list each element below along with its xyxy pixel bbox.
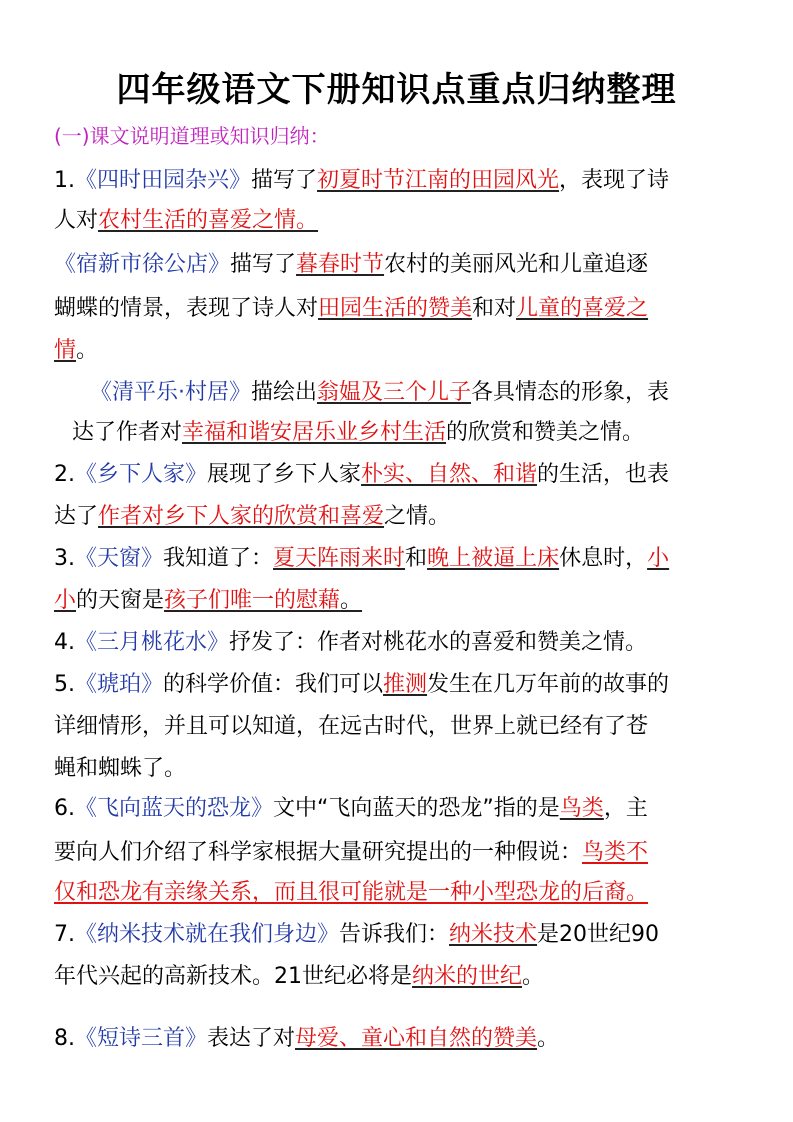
key-phrase: 小 — [54, 588, 77, 613]
key-phrase: 幸福和谐安居乐业乡村生活 — [182, 420, 447, 445]
key-phrase: 儿童的喜爱之 — [516, 296, 649, 321]
key-phrase: 孩子们唯一的慰藉 — [164, 588, 341, 613]
text-line: 蝴蝶的情景，表现了诗人对田园生活的赞美和对儿童的喜爱之 — [54, 296, 649, 321]
text-line: 7.《纳米技术就在我们身边》告诉我们：纳米技术是20世纪90 — [54, 922, 660, 947]
book-title: 《乡下人家》 — [75, 462, 208, 487]
text-line: 4.《三月桃花水》抒发了：作者对桃花水的喜爱和赞美之情。 — [54, 630, 648, 655]
key-phrase: 鸟类 — [559, 796, 604, 821]
book-title: 《飞向蓝天的恐龙》 — [75, 796, 274, 821]
text-line: 5.《琥珀》的科学价值：我们可以推测发生在几万年前的故事的 — [54, 672, 670, 697]
key-phrase: 农村生活的喜爱之情。 — [98, 208, 319, 233]
key-phrase: 田园生活的赞美 — [318, 296, 473, 321]
text-line: 6.《飞向蓝天的恐龙》文中“飞向蓝天的恐龙”指的是鸟类，主 — [54, 796, 648, 821]
key-phrase: 情 — [54, 338, 77, 363]
text-line: 《宿新市徐公店》描写了暮春时节农村的美丽风光和儿童追逐 — [54, 252, 649, 277]
key-phrase: 推测 — [383, 672, 428, 697]
text-line: 详细情形，并且可以知道，在远古时代，世界上就已经有了苍 — [54, 714, 649, 739]
text-line: 达了作者对乡下人家的欣赏和喜爱之情。 — [54, 504, 451, 529]
text-line: 1.《四时田园杂兴》描写了初夏时节江南的田园风光，表现了诗 — [54, 168, 670, 193]
key-phrase: 仅和恐龙有亲缘关系，而且很可能就是一种小型恐龙的后裔。 — [54, 880, 649, 905]
book-title: 《琥珀》 — [75, 672, 164, 697]
text-line: 人对农村生活的喜爱之情。 — [54, 208, 319, 233]
book-title: 《四时田园杂兴》 — [75, 168, 252, 193]
key-phrase: 晚上被逼上床 — [427, 546, 560, 571]
text-line: 小的天窗是孩子们唯一的慰藉。 — [54, 588, 363, 613]
key-phrase: 纳米技术 — [449, 922, 538, 947]
key-phrase: 翁媪及三个儿子 — [317, 380, 472, 405]
text-line: 年代兴起的高新技术。21世纪必将是纳米的世纪。 — [54, 964, 545, 989]
page-title: 四年级语文下册知识点重点归纳整理 — [116, 70, 677, 110]
text-line: 要向人们介绍了科学家根据大量研究提出的一种假说：鸟类不 — [54, 840, 649, 865]
book-title: 《宿新市徐公店》 — [54, 252, 231, 277]
text-line: 达了作者对幸福和谐安居乐业乡村生活的欣赏和赞美之情。 — [72, 420, 645, 445]
key-phrase: 母爱、童心和自然的赞美 — [295, 1026, 538, 1051]
section-heading: (一)课文说明道理或知识归纳： — [54, 124, 330, 148]
text-line: 2.《乡下人家》展现了乡下人家朴实、自然、和谐的生活，也表 — [54, 462, 670, 487]
key-phrase: 朴实、自然、和谐 — [361, 462, 538, 487]
text-line: 情。 — [54, 338, 99, 363]
key-phrase: 纳米的世纪 — [412, 964, 523, 989]
key-phrase: 作者对乡下人家的欣赏和喜爱 — [98, 504, 385, 529]
text-line — [54, 878, 648, 908]
key-phrase: 小 — [647, 546, 670, 571]
key-phrase: 暮春时节 — [296, 252, 385, 277]
text-line: 8.《短诗三首》表达了对母爱、童心和自然的赞美。 — [54, 1026, 560, 1051]
key-phrase: 夏天阵雨来时 — [273, 546, 406, 571]
book-title: 《天窗》 — [75, 546, 164, 571]
book-title: 《纳米技术就在我们身边》 — [75, 922, 340, 947]
key-phrase: 鸟类不 — [582, 840, 649, 865]
text-line: 蝇和蜘蛛了。 — [54, 756, 187, 781]
key-phrase: 初夏时节江南的田园风光 — [317, 168, 560, 193]
book-title: 《三月桃花水》 — [75, 630, 230, 655]
book-title: 《清平乐·村居》 — [90, 380, 251, 405]
text-line: 《清平乐·村居》描绘出翁媪及三个儿子各具情态的形象，表 — [90, 380, 670, 405]
text-line: 3.《天窗》我知道了：夏天阵雨来时和晚上被逼上床休息时，小 — [54, 546, 670, 571]
book-title: 《短诗三首》 — [75, 1026, 208, 1051]
